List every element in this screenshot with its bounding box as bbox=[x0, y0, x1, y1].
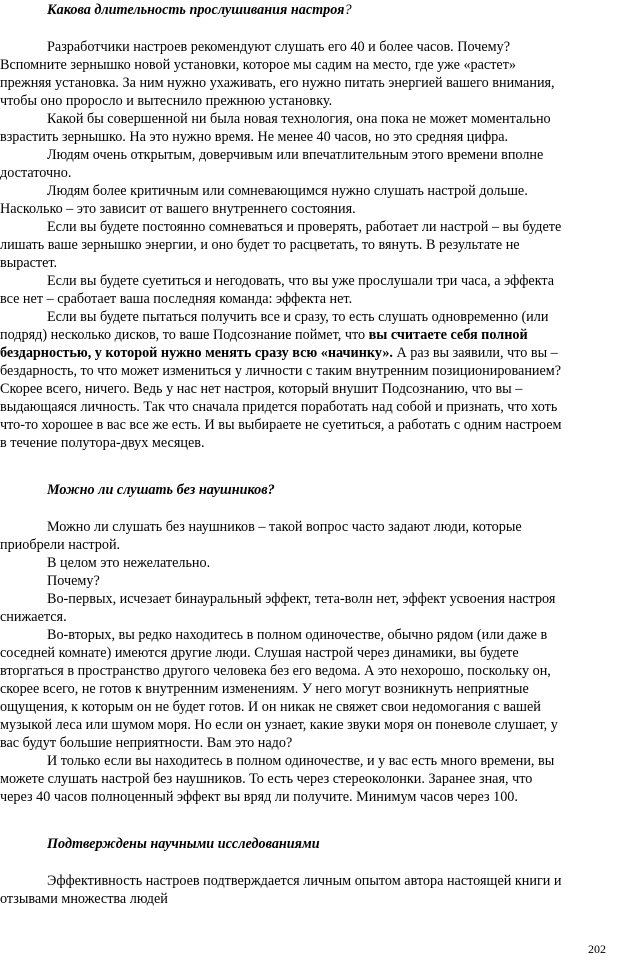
paragraph: Эффективность настроев подтверждается личным опытом автора настоящей книги и отзывами множества людей bbox=[0, 873, 562, 907]
paragraph: Во-первых, исчезает бинауральный эффект, тета-волн нет, эффект усвоения настроя снижается. bbox=[0, 591, 556, 625]
paragraph: Если вы будете суетиться и негодовать, что вы уже прослушали три часа, а эффекта все нет – сработает ваша последняя команда: эффекта нет. bbox=[0, 273, 555, 307]
paragraph: И только если вы находитесь в полном одиночестве, и у вас есть много времени, вы можете слушать настрой без наушников. То есть через стереоколонки. Заранее зная, что через 40 часов полноценный эффект вы вряд ли получите. Минимум часов через 100. bbox=[0, 753, 555, 805]
paragraph: Если вы будете постоянно сомневаться и проверять, работает ли настрой – вы будете лишать ваше зернышко энергии, и оно будет то расцветать, то вянуть. В результате не вырастет. bbox=[0, 219, 562, 271]
section-heading-research: Подтверждены научными исследованиями bbox=[47, 836, 320, 852]
emphasis-text: бездарностью, у которой нужно менять сразу всю «начинку». bbox=[0, 345, 393, 361]
section-heading-headphones: Можно ли слушать без наушников? bbox=[47, 482, 275, 498]
paragraph: Какой бы совершенной ни была новая технология, она пока не может моментально взрастить зернышко. На это нужно время. Не менее 40 часов, но это средняя цифра. bbox=[0, 111, 551, 145]
paragraph: Разработчики настроев рекомендуют слушать его 40 и более часов. Почему? Вспомните зернышко новой установки, которое мы садим на место, где уже «растет» прежняя установка. За ним нужно ухаживать, его нужно питать энергией вашего внимания, чтобы оно проросло и вытеснило прежнюю установку. bbox=[0, 39, 555, 109]
paragraph: Во-вторых, вы редко находитесь в полном одиночестве, обычно рядом (или даже в соседней комнате) имеются другие люди. Слушая настрой через динамики, вы будете вторгаться в пространство другого человека без его ведома. А это нехорошо, поскольку он, скорее всего, не готов к внутренним изменениям. У него могут возникнуть неприятные ощущения, к которым он не будет готов. И он никак не свяжет свои недомогания с вашей музыкой леса или шумом моря. Но если он узнает, какие звуки моря он поневоле слушает, у вас будут большие неприятности. Вам это надо? bbox=[0, 627, 558, 751]
paragraph: Людям очень открытым, доверчивым или впечатлительным этого времени вполне достаточно. bbox=[0, 147, 544, 181]
paragraph: Если вы будете пытаться получить все и сразу, то есть слушать одновременно (или подряд) несколько дисков, то ваше Подсознание поймет, что вы считаете себя полной бездарностью, у которой нужно менять сразу всю «начинку». А раз вы заявили, что вы – бездарность, то что может измениться у личности с таким внутренним позиционированием? Скорее всего, ничего. Ведь у нас нет настроя, который внушит Подсознанию, что вы – выдающаяся личность. Так что сначала придется поработать над собой и признать, что хоть что-то хорошее в вас все же есть. И вы выбираете не суетиться, а работать с одним настроем в течение полутора-двух месяцев. bbox=[0, 309, 562, 451]
section-heading-duration: Какова длительность прослушивания настроя? bbox=[47, 2, 352, 18]
paragraph: Почему? bbox=[47, 573, 100, 589]
paragraph: Людям более критичным или сомневающимся нужно слушать настрой дольше. Насколько – это зависит от вашего внутреннего состояния. bbox=[0, 183, 528, 217]
paragraph: В целом это нежелательно. bbox=[47, 555, 211, 571]
page-number: 202 bbox=[588, 942, 606, 956]
paragraph: Можно ли слушать без наушников – такой вопрос часто задают люди, которые приобрели настрой. bbox=[0, 519, 522, 553]
emphasis-text: вы считаете себя полной bbox=[368, 327, 528, 343]
